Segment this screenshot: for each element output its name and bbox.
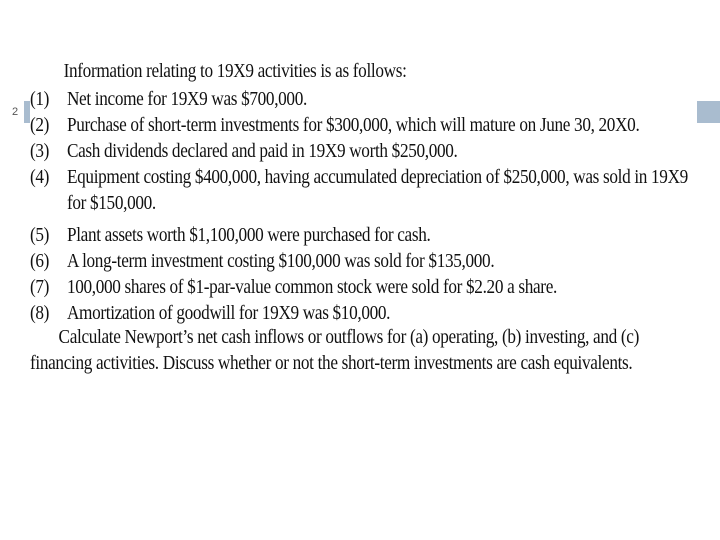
problem-question: Calculate Newport’s net cash inflows or outflows for (a) operating, (b) investing, and (c) financing activities. Discuss whether or not the short-term investments are cash equivalents. <box>30 326 639 374</box>
list-item-text: Equipment costing $400,000, having accumulated depreciation of $250,000, was sold in 19X9 for $150,000. <box>66 166 688 214</box>
list-item-number: (8) <box>30 302 50 324</box>
list-item-text: 100,000 shares of $1-par-value common stock were sold for $2.20 a share. <box>66 276 557 298</box>
slide-number: 2 <box>12 106 19 118</box>
problem-intro: Information relating to 19X9 activities is as follows: <box>63 60 407 82</box>
list-item <box>30 86 696 112</box>
problem-content <box>30 56 696 376</box>
list-item <box>30 112 696 138</box>
list-item-number: (2) <box>30 114 50 136</box>
list-item <box>30 164 696 216</box>
list-item <box>30 274 696 300</box>
list-item-text: Cash dividends declared and paid in 19X9 worth $250,000. <box>66 140 458 162</box>
list-item <box>30 248 696 274</box>
list-item-number: (4) <box>30 166 50 188</box>
list-item-number: (3) <box>30 140 50 162</box>
list-item-text: A long-term investment costing $100,000 was sold for $135,000. <box>66 250 495 272</box>
list-item-number: (7) <box>30 276 50 298</box>
list-item-text: Plant assets worth $1,100,000 were purchased for cash. <box>66 224 431 246</box>
slide-right-accent-bar <box>697 101 720 123</box>
list-item-text: Purchase of short-term investments for $300,000, which will mature on June 30, 20X0. <box>66 114 640 136</box>
list-item <box>30 138 696 164</box>
list-item <box>30 222 696 248</box>
list-item-text: Amortization of goodwill for 19X9 was $10,000. <box>66 302 391 324</box>
list-item <box>30 300 696 326</box>
list-item-number: (5) <box>30 224 50 246</box>
list-item-number: (6) <box>30 250 50 272</box>
list-item-number: (1) <box>30 88 50 110</box>
list-item-text: Net income for 19X9 was $700,000. <box>66 88 307 110</box>
